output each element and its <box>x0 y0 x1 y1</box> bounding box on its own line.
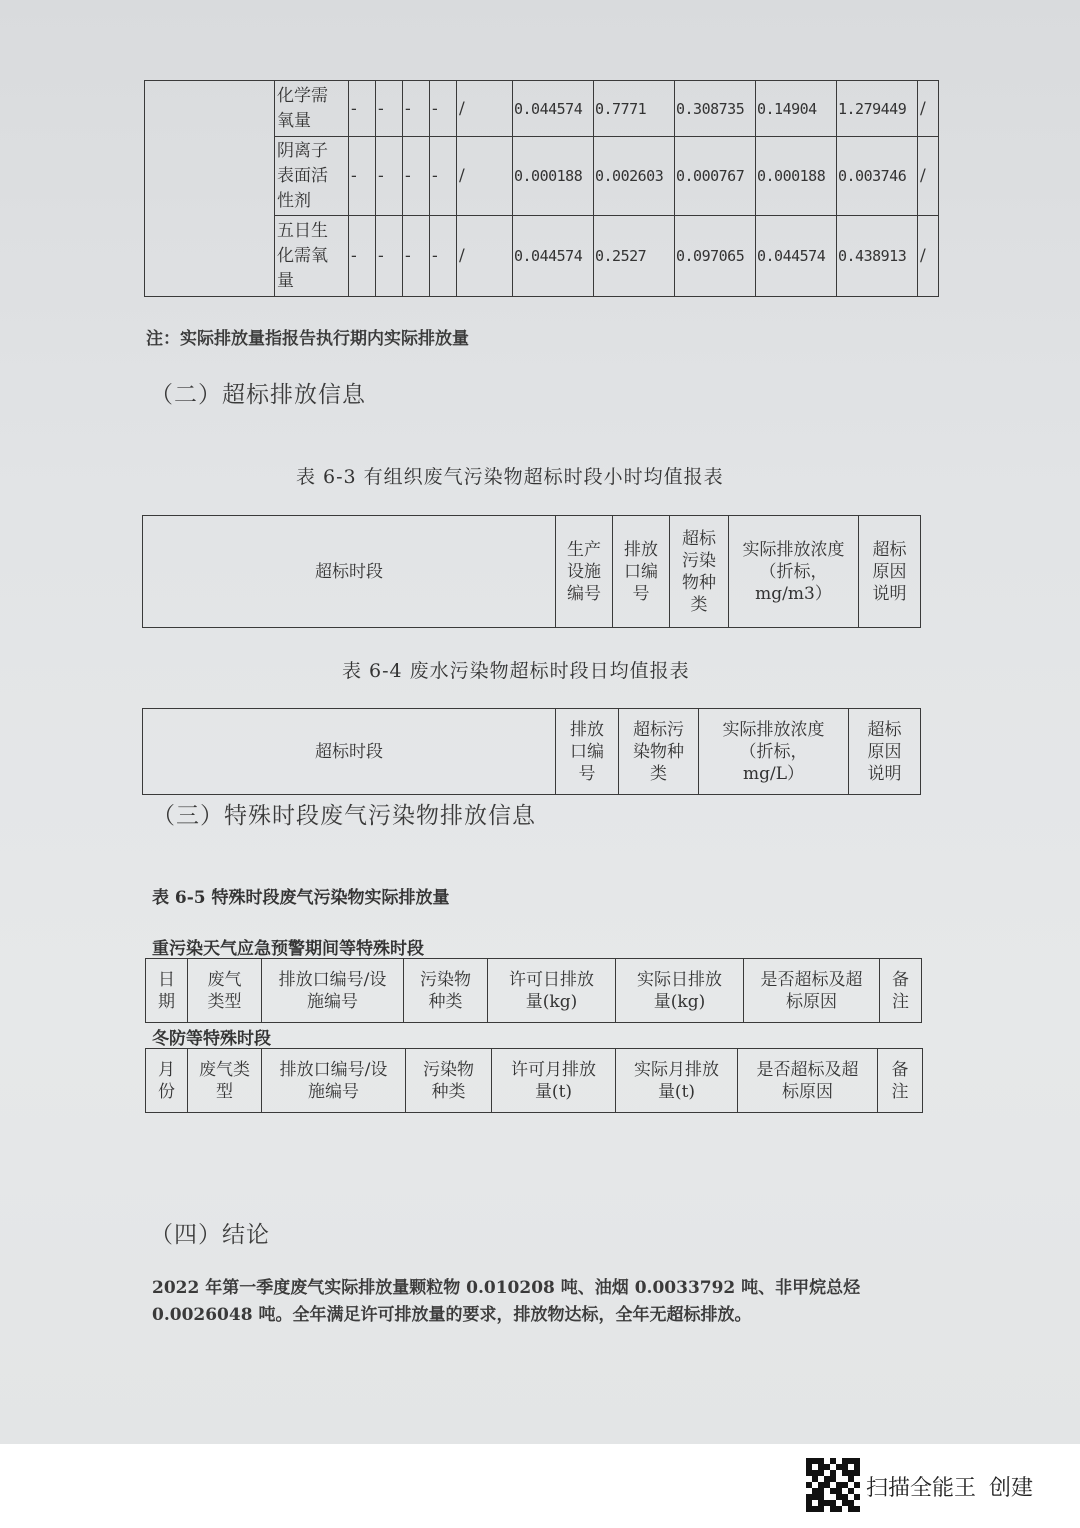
header-cell: 废气类 型 <box>188 1049 262 1113</box>
header-cell: 超标 原因 说明 <box>859 516 921 628</box>
header-cell: 许可日排放 量(kg) <box>488 959 616 1023</box>
header-cell: 生产 设施 编号 <box>556 516 613 628</box>
header-cell: 超标 污染 物种 类 <box>670 516 729 628</box>
header-cell: 月 份 <box>146 1049 188 1113</box>
table-header-row <box>146 1049 923 1113</box>
qr-code-icon <box>806 1458 860 1512</box>
footer-action: 创建 <box>989 1476 1034 1501</box>
header-cell: 超标 原因 说明 <box>849 709 921 795</box>
header-cell: 排放口编号/设 施编号 <box>262 959 404 1023</box>
table-6-4-caption: 表 6-4 废水污染物超标时段日均值报表 <box>342 660 690 682</box>
merged-blank-cell <box>145 81 275 297</box>
table-header-row <box>146 959 922 1023</box>
conclusion-text: 2022 年第一季度废气实际排放量颗粒物 0.010208 吨、油烟 0.0033792 吨、非甲烷总烃 0.0026048 吨。全年满足许可排放量的要求，排放物达标，全年无超标排放。 <box>152 1278 861 1325</box>
header-cell: 废气 类型 <box>188 959 262 1023</box>
pollutant-name: 化学需 氧量 <box>275 81 349 137</box>
table-row: 阴离子 表面活 性剂 - - - - / 0.000188 0.002603 0.000767 0.000188 0.003746 / <box>145 137 939 216</box>
section-title-3: （三）特殊时段废气污染物排放信息 <box>152 803 536 829</box>
header-cell: 排放口编号/设 施编号 <box>262 1049 406 1113</box>
header-cell: 实际排放浓度 （折标， mg/m3） <box>729 516 859 628</box>
header-cell: 备 注 <box>878 1049 923 1113</box>
pollutant-name: 阴离子 表面活 性剂 <box>275 137 349 216</box>
table-note: 注：实际排放量指报告执行期内实际排放量 <box>146 329 469 349</box>
header-cell: 实际排放浓度 （折标， mg/L） <box>699 709 849 795</box>
header-cell: 超标时段 <box>143 709 556 795</box>
period-2-label: 冬防等特殊时段 <box>152 1029 271 1049</box>
header-cell: 排放 口编 号 <box>556 709 619 795</box>
table-6-5-heavy-pollution <box>145 958 922 1023</box>
section-title-2: （二）超标排放信息 <box>150 382 366 408</box>
header-cell: 超标污 染物种 类 <box>619 709 699 795</box>
footer-watermark <box>866 1471 1033 1502</box>
table-row: 化学需 氧量 - - - - / 0.044574 0.7771 0.308735 0.14904 1.279449 / <box>145 81 939 137</box>
section-title-4: （四）结论 <box>150 1222 270 1248</box>
header-cell: 备 注 <box>880 959 922 1023</box>
header-cell: 污染物 种类 <box>406 1049 492 1113</box>
header-cell: 日 期 <box>146 959 188 1023</box>
header-cell: 污染物 种类 <box>404 959 488 1023</box>
period-1-label: 重污染天气应急预警期间等特殊时段 <box>152 939 424 959</box>
table-6-3 <box>142 515 921 628</box>
table-6-4 <box>142 708 921 795</box>
app-name: 扫描全能王 <box>866 1476 977 1501</box>
table-header-row <box>143 709 921 795</box>
table-6-3-caption: 表 6-3 有组织废气污染物超标时段小时均值报表 <box>296 466 724 488</box>
header-cell: 实际月排放 量(t) <box>616 1049 738 1113</box>
table-6-5-winter <box>145 1048 923 1113</box>
table-6-5-caption: 表 6-5 特殊时段废气污染物实际排放量 <box>152 888 450 908</box>
header-cell: 是否超标及超 标原因 <box>738 1049 878 1113</box>
pollutant-name: 五日生 化需氧 量 <box>275 216 349 297</box>
header-cell: 实际日排放 量(kg) <box>616 959 744 1023</box>
table-row: 五日生 化需氧 量 - - - - / 0.044574 0.2527 0.097065 0.044574 0.438913 / <box>145 216 939 297</box>
header-cell: 是否超标及超 标原因 <box>744 959 880 1023</box>
emission-table <box>144 80 939 297</box>
header-cell: 超标时段 <box>143 516 556 628</box>
header-cell: 许可月排放 量(t) <box>492 1049 616 1113</box>
table-header-row <box>143 516 921 628</box>
header-cell: 排放 口编 号 <box>613 516 670 628</box>
